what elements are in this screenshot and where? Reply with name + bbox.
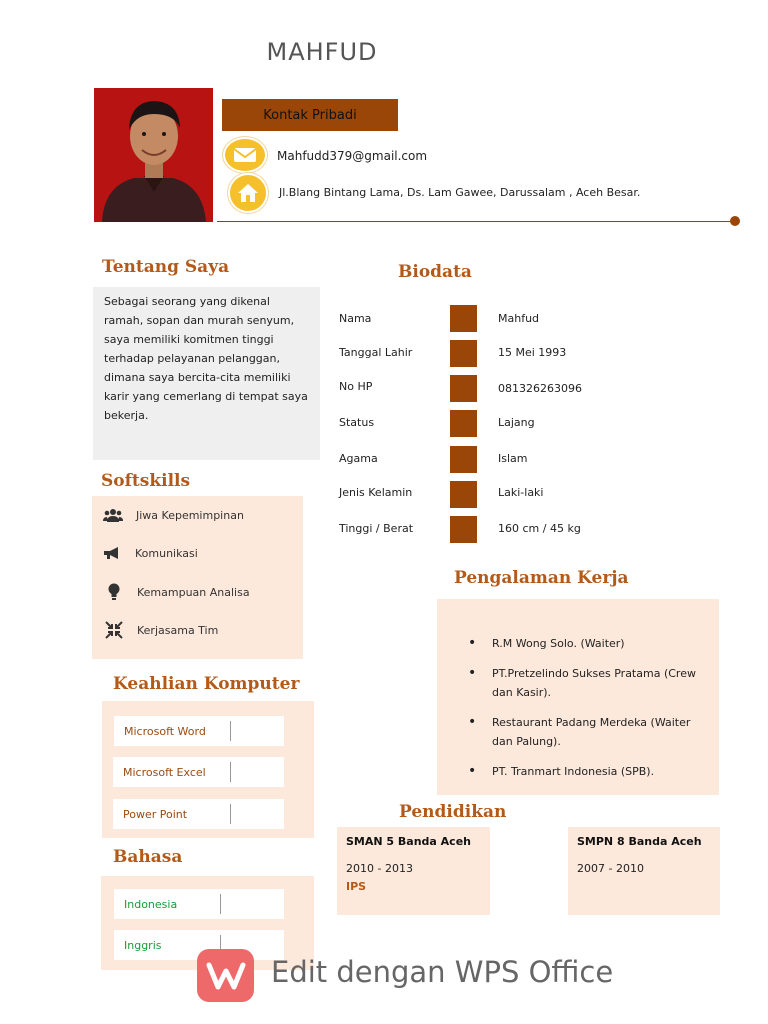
bio-label: Tinggi / Berat [339,522,414,535]
computer-skills-title: Keahlian Komputer [113,674,300,694]
softskill-label: Kemampuan Analisa [137,585,250,599]
bio-value: 081326263096 [498,382,582,395]
wps-logo-icon[interactable] [197,949,254,1002]
bio-label: Tanggal Lahir [339,346,413,359]
softskill-label: Komunikasi [135,546,198,560]
language-label: Indonesia [124,897,178,911]
people-group-icon [102,507,124,523]
experience-list [468,634,706,792]
experience-item: • R.M Wong Solo. (Waiter) [468,634,706,653]
softskill-item [103,622,218,638]
edu-major: IPS [346,880,367,893]
wps-edit-link[interactable]: Edit dengan WPS Office [271,955,614,989]
experience-item: • PT. Tranmart Indonesia (SPB). [468,762,706,781]
bio-marker [450,516,477,543]
resume-name: MAHFUD [266,38,378,66]
bio-label: Nama [339,312,372,325]
email-text: Mahfudd379@gmail.com [277,149,428,163]
megaphone-icon [101,545,123,561]
about-text: Sebagai seorang yang dikenal ramah, sopan dan murah senyum, saya memiliki komitmen tinggi terhadap pelayanan pelanggan, dimana saya bercita-cita memiliki karir yang cemerlang di tempat saya bekerja. [104,295,308,422]
computer-skill-label: Power Point [123,807,188,821]
bio-marker [450,340,477,367]
bio-value: Islam [498,452,528,465]
computer-skill-label: Microsoft Excel [123,765,206,779]
bio-marker [450,410,477,437]
bio-value: Laki-laki [498,486,544,499]
edu-school: SMAN 5 Banda Aceh [346,835,471,848]
biodata-title: Biodata [398,262,472,282]
education-title: Pendidikan [399,802,507,822]
bio-marker [450,305,477,332]
bio-value: 15 Mei 1993 [498,346,567,359]
divider-dot [730,216,740,226]
bio-label: Jenis Kelamin [339,486,413,499]
email-icon [223,137,267,173]
skill-divider [230,721,231,741]
language-item [114,889,284,919]
divider-line [217,221,734,222]
softskill-label: Kerjasama Tim [137,623,219,637]
bio-marker [450,481,477,508]
bio-value: Lajang [498,416,535,429]
experience-title: Pengalaman Kerja [454,568,629,588]
lightbulb-icon [103,584,125,600]
profile-photo [94,88,213,222]
bio-label: Status [339,416,375,429]
bio-marker [450,375,477,402]
arrows-in-icon [103,622,125,638]
bio-value: 160 cm / 45 kg [498,522,581,535]
edu-years: 2010 - 2013 [346,862,413,875]
computer-skill-label: Microsoft Word [124,724,206,738]
edu-school: SMPN 8 Banda Aceh [577,835,702,848]
bio-label: Agama [339,452,378,465]
bio-label: No HP [339,380,373,393]
home-icon [228,173,268,213]
experience-item: • PT.Pretzelindo Sukses Pratama (Crew dan Kasir). [468,664,706,702]
edu-years: 2007 - 2010 [577,862,644,875]
languages-title: Bahasa [113,847,183,867]
bio-value: Mahfud [498,312,540,325]
softskill-item [101,545,198,561]
address-text: Jl.Blang Bintang Lama, Ds. Lam Gawee, Darussalam , Aceh Besar. [279,186,641,199]
computer-skill-item [113,757,284,787]
softskill-label: Jiwa Kepemimpinan [136,508,244,522]
skill-divider [230,762,231,782]
skill-divider [230,804,231,824]
language-label: Inggris [124,938,162,952]
experience-item: • Restaurant Padang Merdeka (Waiter dan Palung). [468,713,706,751]
softskill-item [102,507,244,523]
skill-divider [220,894,221,914]
contact-header: Kontak Pribadi [222,99,398,131]
computer-skill-item [113,799,284,829]
about-title: Tentang Saya [102,257,230,277]
bio-marker [450,446,477,473]
softskills-title: Softskills [101,471,191,491]
softskill-item [103,584,250,600]
computer-skill-item [114,716,284,746]
